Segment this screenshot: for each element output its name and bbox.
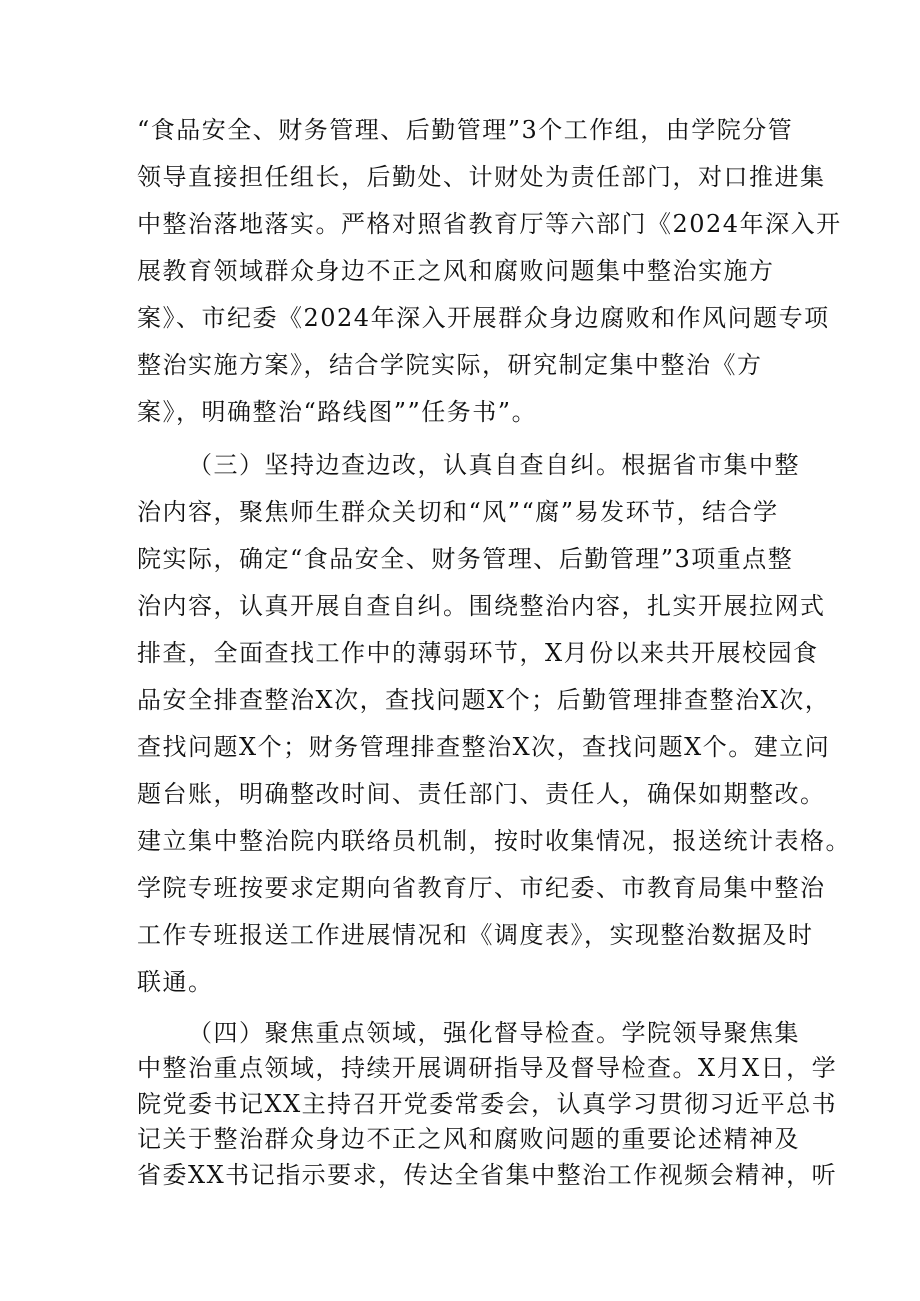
- text-line: 建立集中整治院内联络员机制，按时收集情况，报送统计表格。: [137, 827, 851, 855]
- text-line: 查找问题X个；财务管理排查整治X次，查找问题X个。建立问: [137, 733, 831, 761]
- text-line: 学院专班按要求定期向省教育厅、市纪委、市教育局集中整治: [137, 874, 826, 902]
- text-line: 案》，明确整治“路线图””任务书”。: [137, 398, 538, 426]
- text-line: 院党委书记XX主持召开党委常委会，认真学习贯彻习近平总书: [137, 1090, 838, 1118]
- text-line: 联通。: [137, 968, 214, 996]
- text-line: 治内容，聚焦师生群众关切和“风”“腐”易发环节，结合学: [137, 498, 779, 526]
- text-line: 记关于整治群众身边不正之风和腐败问题的重要论述精神及: [137, 1125, 800, 1153]
- text-line: 案》、市纪委《2024年深入开展群众身边腐败和作风问题专项: [137, 304, 830, 332]
- section-heading-line: （四）聚焦重点领域，强化督导检查。学院领导聚焦集: [188, 1019, 800, 1047]
- text-line: 展教育领域群众身边不正之风和腐败问题集中整治实施方: [137, 257, 775, 285]
- text-line: 治内容，认真开展自查自纠。围绕整治内容，扎实开展拉网式: [137, 592, 826, 620]
- text-line: 中整治落地落实。严格对照省教育厅等六部门《2024年深入开: [137, 210, 842, 238]
- text-line: 领导直接担任组长，后勤处、计财处为责任部门，对口推进集: [137, 163, 826, 191]
- text-line: 品安全排查整治X次，查找问题X个；后勤管理排查整治X次，: [137, 686, 831, 714]
- text-line: 题台账，明确整改时间、责任部门、责任人，确保如期整改。: [137, 780, 826, 808]
- text-line: 工作专班报送工作进展情况和《调度表》，实现整治数据及时: [137, 921, 814, 949]
- text-line: 中整治重点领域，持续开展调研指导及督导检查。X月X日，学: [137, 1054, 838, 1082]
- text-line: 整治实施方案》，结合学院实际，研究制定集中整治《方: [137, 351, 763, 379]
- text-line: “食品安全、财务管理、后勤管理”3个工作组，由学院分管: [137, 116, 794, 144]
- text-line: 排查，全面查找工作中的薄弱环节，X月份以来共开展校园食: [137, 639, 819, 667]
- section-heading-line: （三）坚持边查边改，认真自查自纠。根据省市集中整: [188, 451, 800, 479]
- text-line: 院实际，确定“食品安全、财务管理、后勤管理”3项重点整: [137, 545, 794, 573]
- text-line: 省委XX书记指示要求，传达全省集中整治工作视频会精神，听: [137, 1161, 838, 1189]
